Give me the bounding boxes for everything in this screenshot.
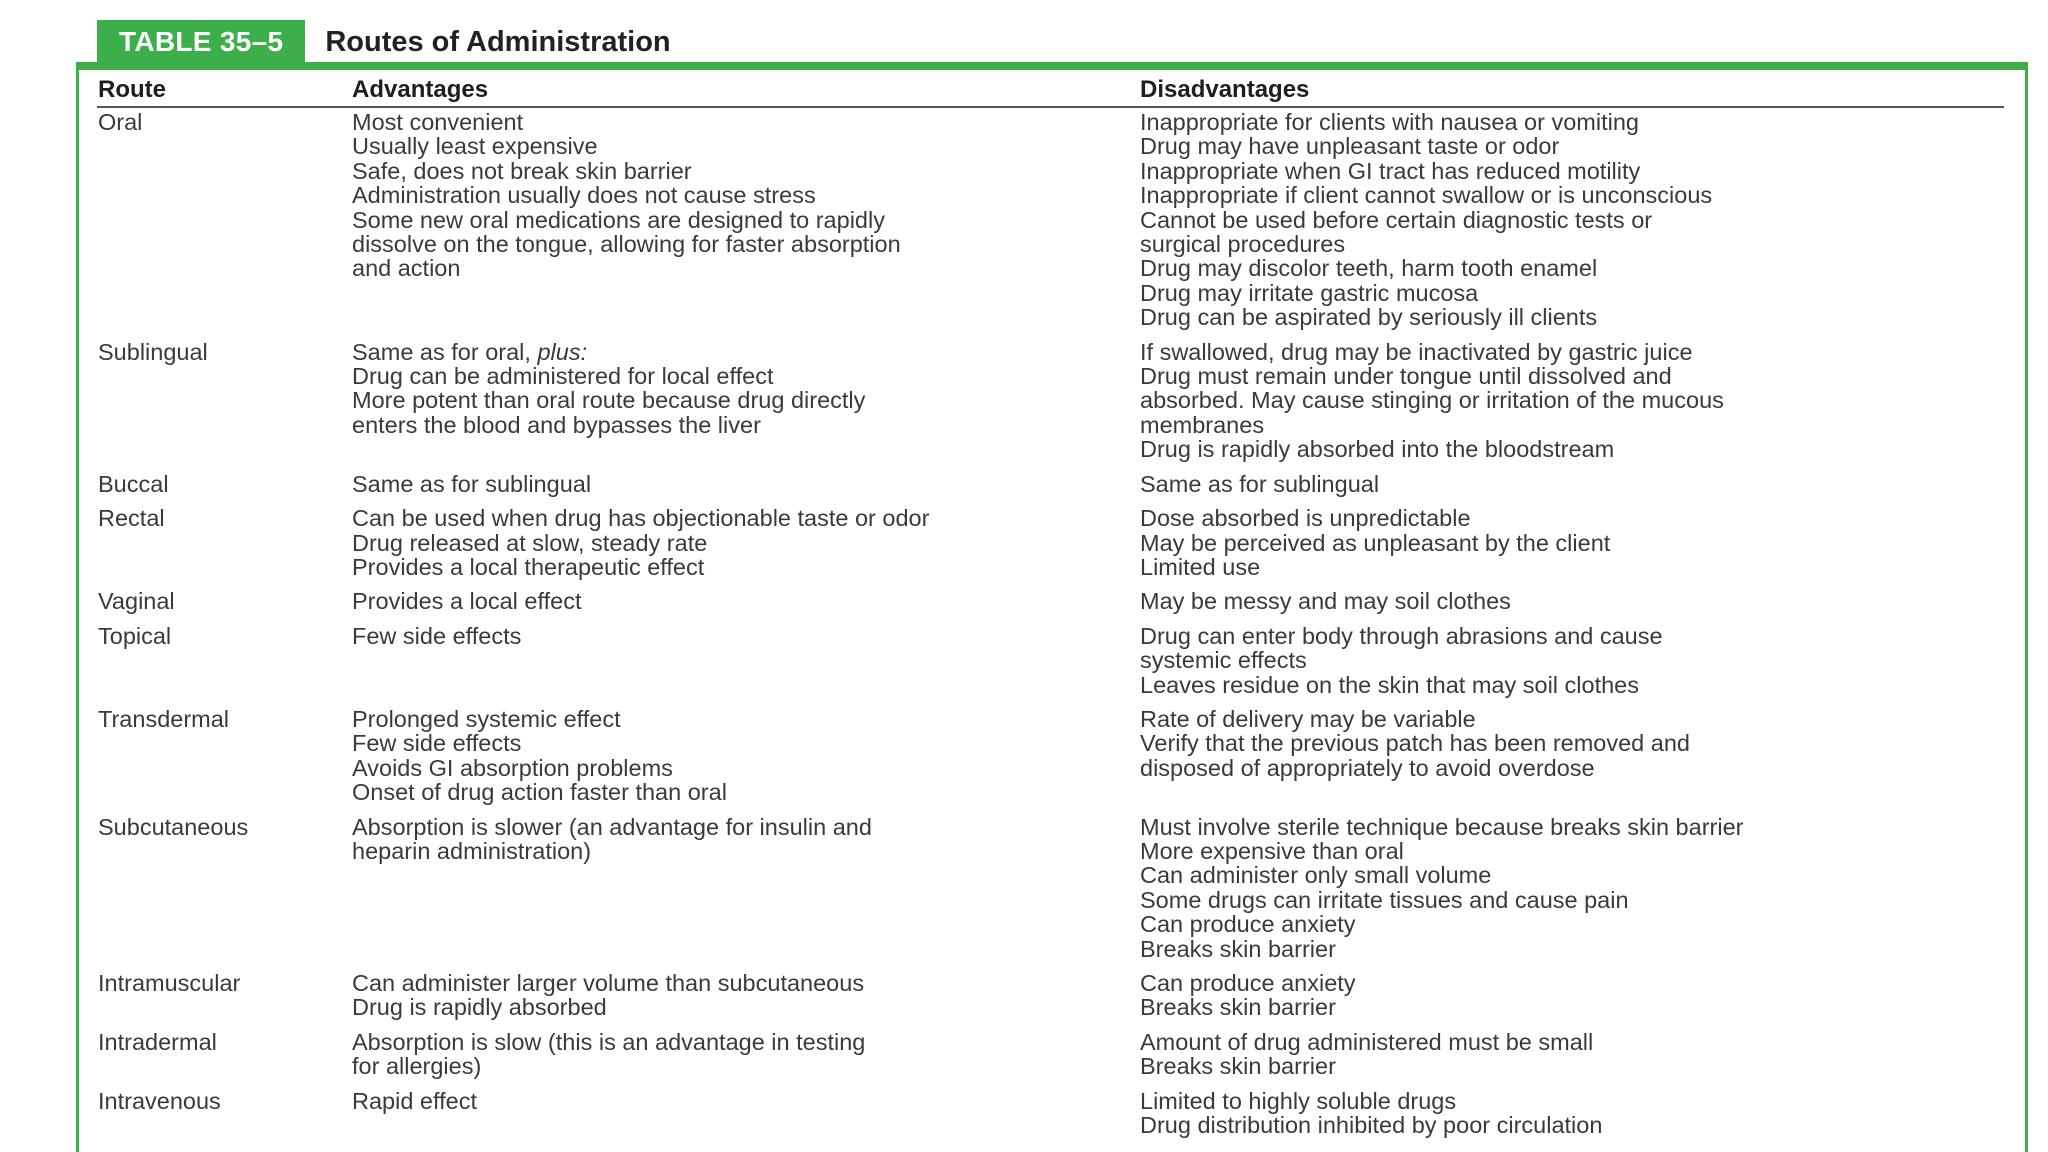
route-name: Transdermal [98, 705, 230, 732]
advantage-line: and action [352, 255, 461, 282]
route-name: Intravenous [98, 1087, 221, 1114]
advantage-line: Most convenient [352, 109, 524, 135]
advantage-line: Drug released at slow, steady rate [352, 529, 708, 556]
disadvantage-line: Drug may irritate gastric mucosa [1140, 279, 1479, 306]
route-name: Subcutaneous [98, 813, 249, 840]
column-header-disadvantages: Disadvantages [1140, 76, 1310, 103]
table-row [98, 624, 2004, 707]
table-row [98, 340, 2004, 472]
route-cell [98, 1089, 352, 1138]
table-row [98, 589, 2004, 623]
advantage-line: Can be used when drug has objectionable taste or odor [352, 505, 930, 532]
advantage-line: Onset of drug action faster than oral [352, 779, 727, 806]
disadvantage-line: Limited to highly soluble drugs [1140, 1087, 1457, 1114]
route-cell [98, 110, 352, 330]
disadvantage-line: May be messy and may soil clothes [1140, 588, 1511, 615]
disadvantages-cell [1140, 1030, 2004, 1079]
header-divider [97, 106, 2004, 108]
route-name: Rectal [98, 505, 165, 532]
advantage-line: Prolonged systemic effect [352, 705, 621, 732]
disadvantage-line: Drug must remain under tongue until dissolved and [1140, 363, 1672, 390]
disadvantage-line: Breaks skin barrier [1140, 1053, 1336, 1080]
disadvantage-line: Leaves residue on the skin that may soil clothes [1140, 671, 1639, 698]
route-name: Intradermal [98, 1028, 217, 1055]
disadvantage-line: surgical procedures [1140, 231, 1346, 258]
table-number-label: TABLE 35–5 [97, 20, 305, 64]
disadvantage-line: If swallowed, drug may be inactivated by gastric juice [1140, 338, 1693, 365]
route-name: Buccal [98, 470, 169, 497]
disadvantage-line: Breaks skin barrier [1140, 994, 1336, 1021]
disadvantage-line: Dose absorbed is unpredictable [1140, 505, 1471, 532]
disadvantage-line: Can produce anxiety [1140, 970, 1356, 996]
advantages-cell [352, 472, 1140, 496]
disadvantages-cell [1140, 506, 2004, 579]
table-row [98, 506, 2004, 589]
table-row [98, 707, 2004, 815]
disadvantage-line: More expensive than oral [1140, 837, 1404, 864]
advantage-line: Safe, does not break skin barrier [352, 157, 692, 184]
advantage-line: dissolve on the tongue, allowing for faster absorption [352, 231, 901, 258]
route-name: Topical [98, 622, 172, 649]
disadvantages-cell [1140, 589, 2004, 613]
disadvantage-line: Inappropriate for clients with nausea or vomiting [1140, 109, 1639, 135]
disadvantage-line: Drug can enter body through abrasions and cause [1140, 622, 1663, 649]
route-cell [98, 340, 352, 462]
route-name: Intramuscular [98, 970, 241, 996]
advantage-line: Provides a local therapeutic effect [352, 553, 705, 580]
advantages-cell [352, 815, 1140, 961]
disadvantage-line: Verify that the previous patch has been removed and [1140, 730, 1690, 757]
disadvantage-line: disposed of appropriately to avoid overdose [1140, 754, 1595, 781]
route-name: Sublingual [98, 338, 208, 365]
advantage-line: Can administer larger volume than subcutaneous [352, 970, 865, 996]
disadvantage-line: Cannot be used before certain diagnostic tests or [1140, 206, 1653, 233]
disadvantage-line: Drug can be aspirated by seriously ill clients [1140, 304, 1598, 331]
advantage-line: enters the blood and bypasses the liver [352, 411, 761, 438]
disadvantage-line: Inappropriate when GI tract has reduced motility [1140, 157, 1641, 184]
disadvantage-line: Drug may have unpleasant taste or odor [1140, 133, 1560, 160]
advantages-cell [352, 707, 1140, 805]
advantage-line: More potent than oral route because drug directly [352, 387, 866, 414]
disadvantage-line: absorbed. May cause stinging or irritation of the mucous [1140, 387, 1724, 414]
route-name: Oral [98, 109, 143, 135]
disadvantages-cell [1140, 624, 2004, 697]
disadvantage-line: Same as for sublingual [1140, 470, 1380, 497]
advantage-line: Same as for sublingual [352, 470, 592, 497]
disadvantage-line: Amount of drug administered must be small [1140, 1028, 1594, 1055]
disadvantages-cell [1140, 340, 2004, 462]
disadvantage-line: Drug distribution inhibited by poor circulation [1140, 1112, 1603, 1139]
route-cell [98, 472, 352, 496]
disadvantages-cell [1140, 1089, 2004, 1138]
route-cell [98, 815, 352, 961]
disadvantages-cell [1140, 707, 2004, 805]
advantage-line: Absorption is slow (this is an advantage in testing [352, 1028, 866, 1055]
table-row [98, 1030, 2004, 1089]
disadvantage-line: May be perceived as unpleasant by the client [1140, 529, 1611, 556]
column-header-route: Route [98, 76, 166, 103]
advantage-line: Provides a local effect [352, 588, 582, 615]
advantages-intro-emphasis: plus: [537, 338, 588, 365]
route-cell [98, 971, 352, 1020]
advantages-cell [352, 1089, 1140, 1138]
disadvantages-cell [1140, 472, 2004, 496]
disadvantage-line: Can produce anxiety [1140, 911, 1356, 938]
advantage-line: Drug is rapidly absorbed [352, 994, 607, 1021]
table-title: Routes of Administration [325, 25, 671, 58]
disadvantage-line: systemic effects [1140, 647, 1307, 674]
advantages-cell [352, 624, 1140, 697]
table-row [98, 971, 2004, 1030]
route-cell [98, 1030, 352, 1079]
route-cell [98, 624, 352, 697]
disadvantage-line: Some drugs can irritate tissues and cause pain [1140, 886, 1629, 913]
advantage-line: for allergies) [352, 1053, 482, 1080]
table-row [98, 1089, 2004, 1148]
disadvantages-cell [1140, 971, 2004, 1020]
advantages-intro [352, 340, 1140, 364]
disadvantage-line: membranes [1140, 411, 1265, 438]
advantage-line: Rapid effect [352, 1087, 477, 1114]
table-row [98, 815, 2004, 971]
disadvantages-cell [1140, 110, 2004, 330]
advantages-cell [352, 589, 1140, 613]
disadvantage-line: Can administer only small volume [1140, 862, 1492, 889]
route-cell [98, 506, 352, 579]
route-name: Vaginal [98, 588, 175, 615]
advantage-line: Avoids GI absorption problems [352, 754, 673, 781]
advantage-line: Administration usually does not cause stress [352, 182, 816, 209]
advantage-line: Drug can be administered for local effect [352, 363, 774, 390]
advantage-line: Some new oral medications are designed to rapidly [352, 206, 885, 233]
advantage-line: Absorption is slower (an advantage for insulin and [352, 813, 872, 840]
advantages-cell [352, 971, 1140, 1020]
disadvantage-line: Drug may discolor teeth, harm tooth enamel [1140, 255, 1598, 282]
column-header-advantages: Advantages [352, 76, 489, 103]
route-cell [98, 707, 352, 805]
disadvantages-cell [1140, 815, 2004, 961]
disadvantage-line: Drug is rapidly absorbed into the bloodstream [1140, 436, 1615, 463]
disadvantage-line: Inappropriate if client cannot swallow or is unconscious [1140, 182, 1713, 209]
table-body [98, 110, 2004, 1147]
disadvantage-line: Breaks skin barrier [1140, 935, 1336, 962]
advantages-cell [352, 110, 1140, 330]
advantages-cell [352, 506, 1140, 579]
advantages-cell [352, 1030, 1140, 1079]
disadvantage-line: Limited use [1140, 553, 1261, 580]
table-row [98, 110, 2004, 340]
advantage-line: Few side effects [352, 622, 522, 649]
table-header [97, 20, 671, 64]
route-cell [98, 589, 352, 613]
disadvantage-line: Must involve sterile technique because breaks skin barrier [1140, 813, 1744, 840]
advantage-line: Usually least expensive [352, 133, 598, 160]
disadvantage-line: Rate of delivery may be variable [1140, 705, 1476, 732]
advantages-cell [352, 340, 1140, 462]
advantages-intro-text: Same as for oral, [352, 338, 538, 365]
advantage-line: heparin administration) [352, 837, 592, 864]
advantage-line: Few side effects [352, 730, 522, 757]
table-row [98, 472, 2004, 506]
